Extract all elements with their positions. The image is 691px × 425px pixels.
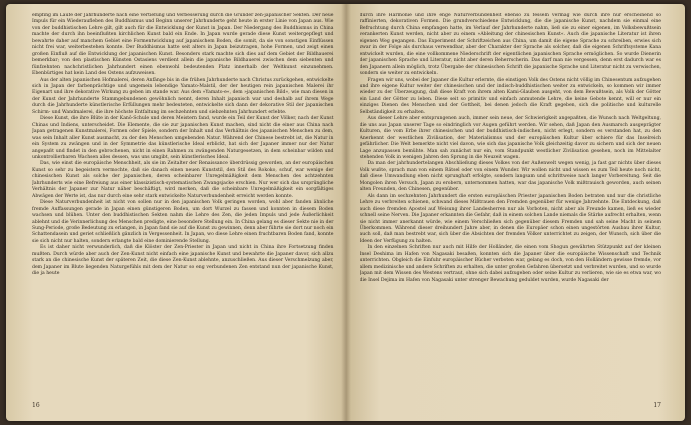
left-page-text — [32, 13, 334, 383]
page-number-right: 17 — [653, 402, 661, 409]
paragraph: durch ihre Harmonie und ihre enge Naturverbundenheit ebenso zu fesseln vermag wie durch ihre nur erscheinend so raffinierten, dekorativen Formen. Die grundverschiedene Entwicklung, die die japanische Kunst, nachdem sie einmal eine Befruchtung durch China empfangen hatte, im Verlauf der Jahrhunderte nahm, ließ sie zu einer eigenen, im Volksbewußtsein verankerten Kunst werden, nicht aber zu einem »Ableitung der chinesischen Kunst«. Auch die japanische Literatur ist ihren eigenen Weg gegangen. Das Experiment der Schriftzeichen aus China, um damit die eigene Sprache zu schreiben, erwies sich zwar in der Folge als durchaus verwendbar, aber der Charakter der Sprache als solcher, daß die eigenen Schriftsysteme Kana entwickelt wurden, die eine vollkommene Niederschrift der eigentlichen japanischen Sprache ermöglichen. So wurde Dienerin der japanischen Sprache und Literatur, nicht aber deren Beherrscherin. Das darf man nie vergessen, denn erst dadurch war es den Japanern allein möglich, trotz Übergabe der chinesischen Schrift die japanische Sprache und Literatur nicht zu verwischen, sondern sie weiter zu entwickeln. — [359, 13, 661, 77]
paragraph: Diese Kunst, die ihre Blüte in der Kanô-Schule und deren Meistern fand, wurde ein Teil der Kunst der Völker, nach der Kunst Chinas und Indiens, unterscheidet. Die Elemente, die sie zur japanischen Kunst machen, sind nicht die einer aus China nach Japan getragenen Kunstmalerei, Formen oder Spiele, sondern der Inhalt und das Verhältnis des japanischen Menschen zu dem, was sein Inhalt aller Kunst ausmacht, zu der den Menschen umgebenden Natur. Während der Chinese bestrebt ist, die Natur in ein System zu zwängen und in der Symmetrie das künstlerische Ideal erblickt, hat sich der Japaner immer nur der Natur angepaßt und findet in den gebrochenen, nicht in einen Rahmen zu zwängenden Naturgesetzen, in dem scheinbar wilden und unkontrollierbaren Wachsen alles dessen, was uns umgibt, sein künstlerisches Ideal. — [32, 116, 334, 160]
paragraph: Aus der alten japanischen Hofmalerei, deren Anfänge bis in die frühen Jahrhunderte nach Christus zurückgehen, entwickelte sich in Japan der farbenprächtige und ungemein lebendige Yamato-Malstil, der der heutigen rein japanischen Malerei ihr Eigenart und ihre dekorative Wirkung zu geben im stande war. Aus dem »Yamato-e«, dem »japanischen Bild«, wie man diesen in der Kunst der Jahrhunderte Stammgebundenen gewöhnlich nennt, deren Inhalt japanisch war und deshalb auf ihrem Wege durch die Jahrhunderte künstlerische Erfüllungen mehr bedeuteten, entwickelte sich dann der dekorative Stil der japanischen Schirm- und Wandmalerei, die ihre höchste Entfaltung im sechzehnten und siebzehnten Jahrhundert erlebte. — [32, 77, 334, 115]
paragraph: Diese Naturverbundenheit ist nicht von sollen nur in den japanischen Volk geringen worden, wohl aber fanden ähnliche fremde Auffassungen gerade in Japan einen günstigeren Boden, um dort Wurzel zu fassen und konnten in diesem Boden wachsen und blühen. Unter den buddhistischen Sekten nahm die Lehre des Zen, die jeden Impuls und jede Äußerlichkeit ablehnt und die Verinnerlichung des Menschen predigte, eine besondere Stellung ein. In China gelang es dieser Sekte nie in der Sung-Periode, große Bedeutung zu erlangen, in Japan fand sie auf die Kunst zu gewinnen, denn aber führte sie dort nur noch ein Schattendasein und geriet schließlich gänzlich in Vergessenheit. In Japan, wo diese Lehre einen fruchtbaren Boden fand, konnte sie sich nicht nur halten, sondern erlangte bald eine dominierende Stellung. — [32, 200, 334, 244]
paragraph: empfing im Laufe der Jahrhunderte nach eine Vertiefung und Verbesserung durch die Gründer zen-japanischer Sekten. Der neue Impuls für ein Wiederaufleben des Buddhismus und Beginn unserer Jahrhunderte geht heute in erster Linie von Japan aus. Wie von der buddhistischen Lehre gilt, gilt auch für die Entwicklung der Kunst in Japan. Der Niedergang des Buddhismus in China machte der durch ihn beeinflußten kirchlichen Kunst bald ein Ende. In Japan wurde gerade diese Kunst weitergepflegt und bewahrte daher auf manchem Gebiet eine Formentwicklung auf japanischem Boden, die somit, da sie von sonstigen Einflüssen nicht frei war, weiterbestehen konnte. Der Buddhismus hatte seit alters in Japan beizutragen, hohe Formen, und zeigt einen großen Einfluß auf die Entwicklung der japanischen Kunst. Besonders stark machte sich dies auf dem Gebiet der Bildhauerei bemerkbar; von den plastischen Künsten Ostasiens verdient allein die japanische Bildhauerei zwischen dem siebenten und fünfzehnten nachchristlichen Jahrhundert einen ebenwohl bedeutenden Platz innerhalb der Weltkunst einzunehmen. Ebenbürtiges hat kein Land des Ostens aufzuweisen. — [32, 13, 334, 77]
page-number-left: 16 — [32, 402, 40, 409]
right-page-text — [360, 13, 662, 383]
right-page — [346, 4, 686, 421]
paragraph: Da man der jahrhundertelangen Abschließung dieses Volkes von der Außenwelt wegen wenig, ja fast gar nichts über dieses Volk wußte, sprach man von einem Rätsel oder von einem Wunder. Wir wollen nicht und wissen es zum Teil heute noch nicht, daß diese Umwandlung eben nicht sprunghaft erfolgte, sondern langsam und schrittweise nach langer Vorbereitung. Seit die Mongolen ihren Versuch, Japan zu erobern, unternommen hatten, war das japanische Volk mißtrauisch geworden, auch seinen alten Freunden, den Chinesen, gegenüber. — [359, 161, 661, 193]
paragraph: In den einzelnen Schriften nur auch mit Hilfe der Holländer, die einen vom Shogun gewährten Stützpunkt auf der kleinen Insel Deshima im Hafen von Nagasaki besaßen, konnten sich die Japaner über die europäische Wissenschaft und Technik unterrichten. Obgleich die Einfuhr europäischer Bücher verboten war, gelang es doch, von den Holländern gewisse fremde, vor allem medizinische und andere Schriften zu erhalten, die unter großen Gefahren übersetzt und verbreitet wurden, und so wurde Japan mit dem Wissen des Westens vertraut, ohne sich dabei aufzugeben oder seine Kultur zu verlieren, wie sie es etwa war, wo die Insel Dejima im Hafen von Nagasaki unter strenger Bewachung geduldet wurden, wurde Nagasaki der — [359, 245, 661, 283]
paragraph: Als dann im sechzehnten Jahrhundert die ersten europäischen Priester japanischen Boden betraten und nur die christliche Lehre zu verbreiten schienen, schwand dieses Mißtrauen den Fremden gegenüber für wenige Jahrzehnte. Die Entdeckung, daß auch diese fremden Apostel auf Weisung ihrer Landesherren nur als Vorboten, nicht aber als Freunde kamen, ließ es wieder schnell seine Nerven. Die Japaner erkannten die Gefahr, daß in einem solchen Lande niemals die Stärke aufrecht erhalten, wenn sie nicht immer anerkannt würde, wie einem Verschließen sich gegenüber diesem Fremden und sah seine Macht in seinem Überkommen. Während dieser dreihundert Jahre aber, in denen die Europäer schon einen ungestörten Ausbau ihrer Kultur, auch soll, daß man bestrebt war, sich über die Absichten der fremden Völker unterrichtet zu zeigen, der Wunsch, sich über die Ideen der Verfügung zu halten. — [359, 193, 661, 244]
left-page — [6, 4, 346, 421]
paragraph: Das, wie einst die europäische Menschheit, als sie im Zeitalter der Renaissance überdrüssig geworden, an der europäischen Kunst so sehr zu begeistern vermochte, daß sie danach einen neuen Kunststil, den Stil des Rokoko, schuf, war wenige der chinesischen Kunst als solche der japanischen, deren scheinbarer Unregelmäßigkeit dem Menschen des achtzehnten Jahrhunderts wie eine Befreiung aus einer klassizistisch-systematischen Zwangsjacke erschien. Nur wer sich das ursprüngliche Verhältnis der Japaner zur Natur näher beschäftigt, wird merken, daß die scheinbare Unregelmäßigkeit ein sorgfältiges Abwägen der Werte ist, das nur durch eine sehr stark entwickelte Naturverbundenheit erreicht werden konnte. — [32, 161, 334, 199]
paragraph: Es ist daher nicht verwunderlich, daß die Klöster der Zen-Priester in Japan und nicht in China ihre Fortsetzung finden mußten. Durch würde aber auch der Zen-Kunst nicht einfach eine japanische Kunst und bewahrte die Japaner davor, sich allzu stark an die chinesische Kunst der späteren Zeit, die diese Zen-Kunst ablehnte, anzuschließen. Aus dieser Verschmelzung aber, dem Japaner im Blute liegenden Naturgefühls mit dem der Natur so eng verbundenen Zen entstand nun der japanische Kunst, die ja heute — [32, 245, 334, 277]
paragraph: Fragen wir uns, wobei der Japaner die Kultur erlernte, die einstigen Volk des Ostens nicht völlig im Chinesentum aufzugehen und ihre eigene Kultur weiter der chinesischen und der indisch-buddhistischen weiter zu entwickeln, so kommen wir immer wieder zu der Überzeugung, daß diese Kraft von ihrem alten Kami-Glauben ausgeht, von dem Bewußtsein, als Volk der Götter ein Land der Götter zu leben. Diese seit so primitiv und einfach anmutende Lehre, die keine Gebote kennt, will er nur ein einziges Dienen des Menschen und der Gottheit, bei denen jedoch die Kraft gegeben, sich die politische und kulturelle Selbständigkeit zu erhalten. — [359, 77, 661, 115]
book-spread — [6, 4, 685, 421]
paragraph: Aus dieser Lehre aber entsprungenen auch, immer sein neue, der Schwierigkeit angepaßten, die Wunsch nach Weltgeltung, die uns aus Japan unserer Tage so eindringlich vor Augen geführt werden. Wir sehen, daß Japan den Ausmarsch ausgeprägter Kulturen, die vom Erbe ihrer chinesischen und der buddhistisch-indischen, nicht erlegt, sondern es verstanden hat, zu den Anerkennt der westlichen Zivilisation, der Materialismus und der europäischen Kultur über schiere für das Inselreich gefährlicher. Die Welt bemerkte nicht viel davon, wie sich das japanische Volk gleichzeitig davor zu sichern und sich der neuen Lage anzupassen bemühte. Man sah zunächst nur ein, vom Standpunkt westlicher Zivilisation gesehen, noch im Mittelalter stehenden Volk in wenigen Jahren den Sprung in die Neuzeit wagen. — [359, 116, 661, 160]
